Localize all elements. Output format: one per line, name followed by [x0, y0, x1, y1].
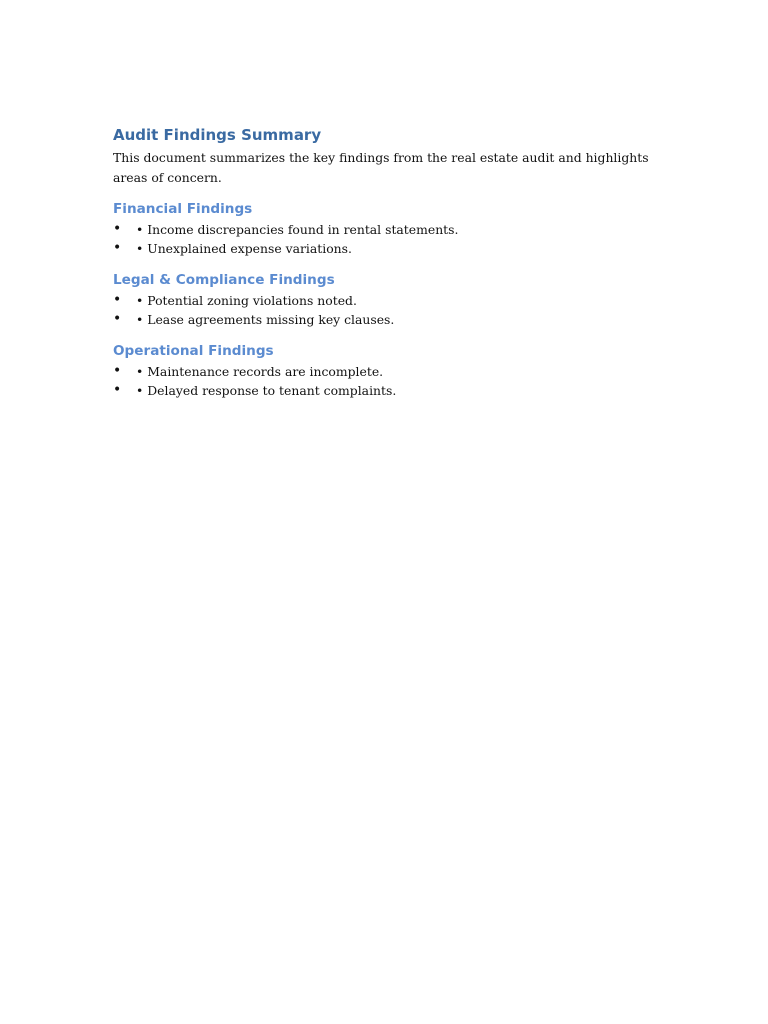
section-heading: Financial Findings — [113, 201, 253, 217]
list-item-text: • Unexplained expense variations. — [136, 241, 352, 256]
bullet-icon: • — [113, 363, 122, 379]
list-item — [113, 220, 656, 239]
list-item-text: • Maintenance records are incomplete. — [136, 364, 384, 379]
bullet-icon: • — [113, 382, 122, 398]
list-item-text: • Delayed response to tenant complaints. — [136, 383, 397, 398]
list-item-text: • Lease agreements missing key clauses. — [136, 312, 395, 327]
section-legal-compliance-findings — [113, 270, 656, 329]
section-operational-findings — [113, 341, 656, 400]
list-item-text: • Potential zoning violations noted. — [136, 293, 357, 308]
document-title: Audit Findings Summary — [113, 126, 322, 144]
section-heading: Legal & Compliance Findings — [113, 272, 335, 288]
bullet-icon: • — [113, 292, 122, 308]
bullet-icon: • — [113, 240, 122, 256]
list-item — [113, 239, 656, 258]
bullet-icon: • — [113, 311, 122, 327]
findings-list — [113, 291, 656, 329]
section-financial-findings — [113, 199, 656, 258]
list-item — [113, 310, 656, 329]
bullet-icon: • — [113, 221, 122, 237]
list-item-text: • Income discrepancies found in rental statements. — [136, 222, 459, 237]
list-item — [113, 291, 656, 310]
list-item — [113, 381, 656, 400]
findings-list — [113, 362, 656, 400]
findings-list — [113, 220, 656, 258]
intro-paragraph: This document summarizes the key findings from the real estate audit and highlights areas of concern. — [113, 150, 649, 185]
section-heading: Operational Findings — [113, 343, 274, 359]
list-item — [113, 362, 656, 381]
